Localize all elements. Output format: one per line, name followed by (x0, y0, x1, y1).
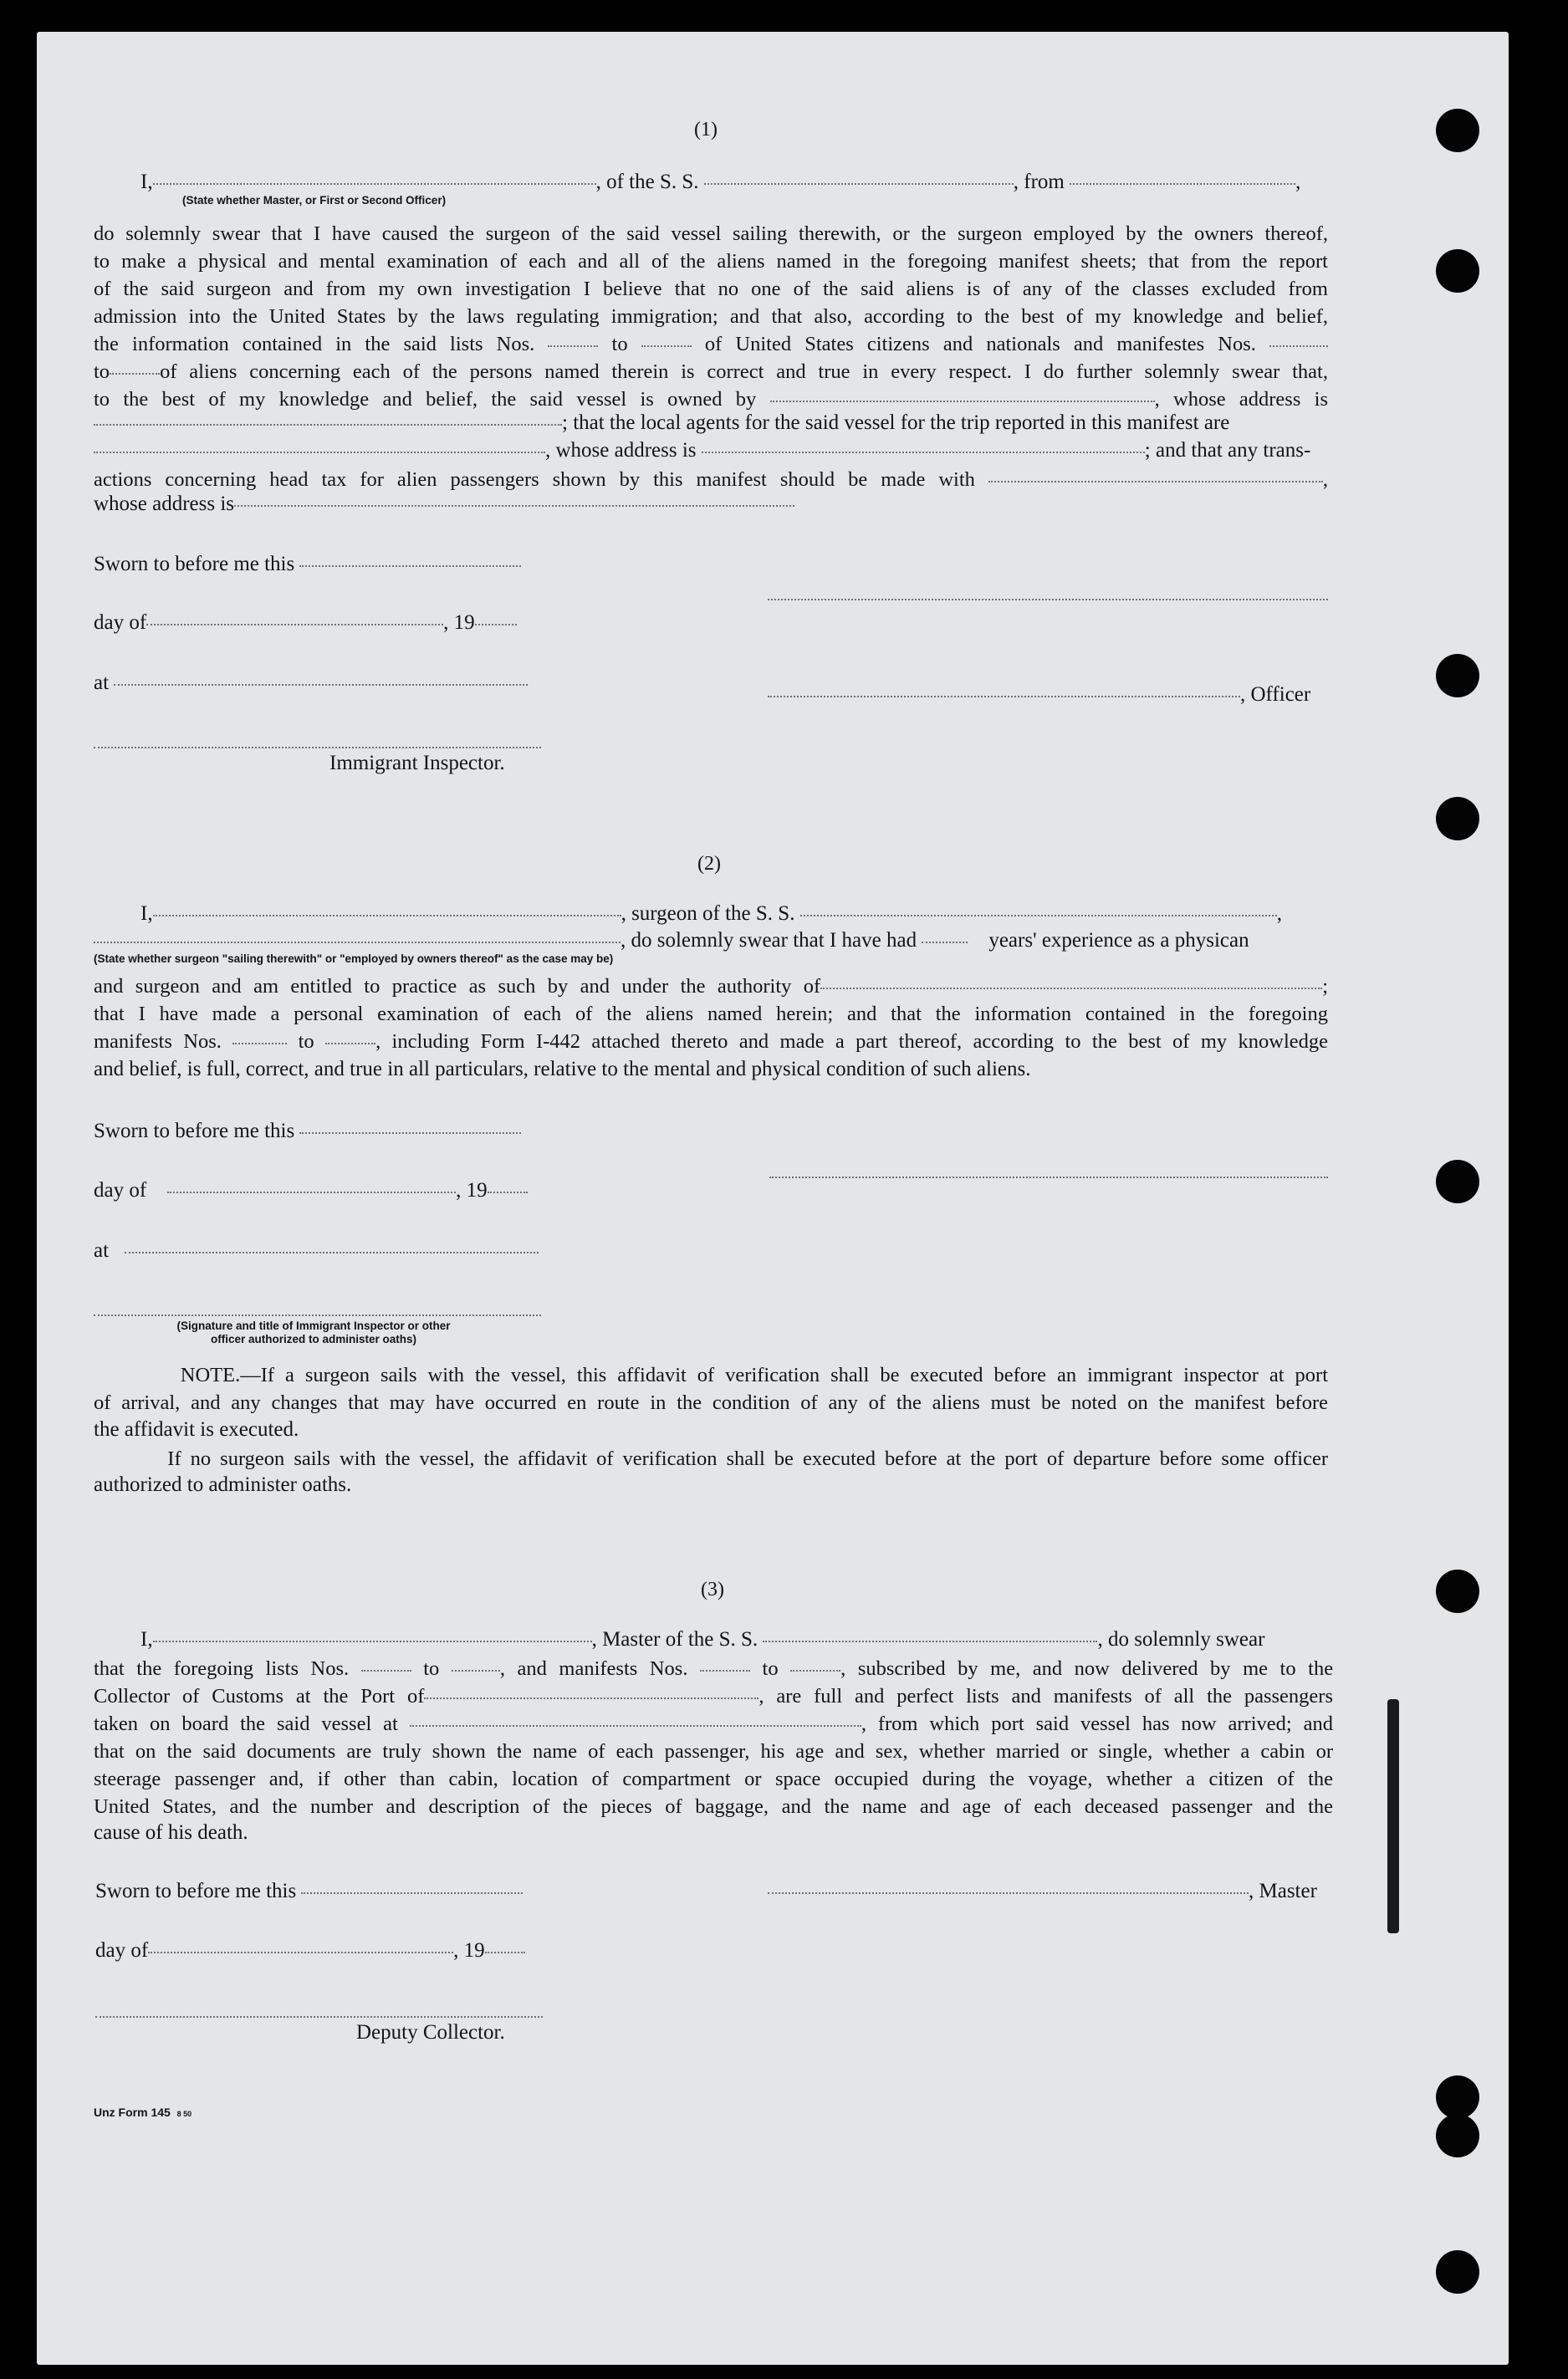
boarding-port-field[interactable] (410, 1725, 861, 1727)
binder-hole (1436, 654, 1479, 697)
section-3-body-line: cause of his death. (94, 1821, 248, 1844)
manifest-to-field[interactable] (110, 373, 160, 375)
oath-officer-caption: (Signature and title of Immigrant Inspector or other officer authorized to administer oaths) (176, 1320, 451, 1345)
experience-years-field[interactable] (922, 942, 968, 943)
place-field[interactable] (125, 1252, 539, 1253)
section-3-body-line: steerage passenger and, if other than cabin, location of compartment or space occupied during the voyage, whether a citizen of the (94, 1768, 1333, 1790)
section-1-owner-line: to the best of my knowledge and belief, the said vessel is owned by , whose address is (94, 388, 1329, 411)
citizen-list-to-field[interactable] (641, 345, 692, 347)
section-2-line-2: , do solemnly swear that I have had years' experience as a physican (94, 928, 1249, 953)
oath-officer-signature-line[interactable] (94, 1315, 541, 1316)
section-2-line-1: I, , surgeon of the S. S. , (140, 902, 1282, 925)
surgeon-manifest-to-field[interactable] (325, 1043, 375, 1044)
note-line: authorized to administer oaths. (94, 1473, 352, 1496)
section-1-head-tax-line: actions concerning head tax for alien passengers shown by this manifest should be made with , (94, 468, 1329, 491)
section-3-day-line: day of , 19 (95, 1938, 525, 1963)
binder-hole (1436, 1160, 1479, 1203)
section-3-lists-line: that the foregoing lists Nos. to , and manifests Nos. to , subscribed by me, and now delivered by me to the (94, 1657, 1334, 1680)
citizen-list-from-field[interactable] (548, 345, 598, 347)
section-1-body-line: of the said surgeon and from my own investigation I believe that no one of the said aliens is of any of the classes excluded from (94, 278, 1328, 300)
binder-hole (1436, 1570, 1479, 1613)
head-tax-contact-field[interactable] (988, 481, 1323, 482)
section-1-day-line: day of , 19 (94, 610, 517, 636)
binder-hole (1436, 2114, 1479, 2157)
inspector-signature-line[interactable] (94, 747, 541, 748)
agent-address-field[interactable] (702, 452, 1145, 453)
master-signature-line: , Master (768, 1879, 1317, 1904)
section-1-agents-line: ; that the local agents for the said vessel for the trip reported in this manifest are (94, 411, 1328, 436)
surgeon-signature-line[interactable] (769, 1177, 1328, 1178)
sworn-date-field[interactable] (299, 565, 521, 567)
section-3-sworn-line: Sworn to before me this (95, 1879, 523, 1904)
section-2-authority-line: and surgeon and am entitled to practice as such by and under the authority of ; (94, 975, 1328, 998)
note-line: If no surgeon sails with the vessel, the affidavit of verification shall be executed before at the port of departure before some officer (167, 1447, 1328, 1470)
binder-hole (1436, 109, 1479, 152)
section-1-sworn-line: Sworn to before me this (94, 552, 521, 577)
year-field[interactable] (485, 1952, 525, 1953)
binder-hole (1436, 2075, 1479, 2119)
surgeon-manifest-from-field[interactable] (232, 1043, 287, 1044)
form-number: Unz Form 145 8 50 (94, 2106, 192, 2119)
year-field[interactable] (488, 1192, 528, 1193)
sworn-date-field[interactable] (299, 1132, 521, 1134)
master-name-field[interactable] (153, 1641, 592, 1642)
note-line: the affidavit is executed. (94, 1418, 299, 1441)
master-manifest-from-field[interactable] (700, 1670, 750, 1672)
officer-rank-instruction: (State whether Master, or First or Second Officer) (182, 194, 447, 207)
collector-signature-line[interactable] (95, 2016, 543, 2018)
vessel-name-field[interactable] (704, 183, 1014, 185)
section-1-aliens-line: to of aliens concerning each of the persons named therein is correct and true in every respect. I do further solemnly swear that, (94, 360, 1328, 383)
section-2-day-line: day of , 19 (94, 1178, 528, 1203)
section-2-body-line: that I have made a personal examination of each of the aliens named herein; and that the information contained in the foregoing (94, 1003, 1328, 1025)
officer-signature-line: , Officer (768, 682, 1310, 707)
manifest-from-field[interactable] (1269, 345, 1328, 347)
officer-rank-field[interactable] (153, 183, 596, 185)
section-1-body-line: do solemnly swear that I have caused the surgeon of the said vessel sailing therewith, or the surgeon employed by the owners thereof, (94, 222, 1328, 245)
binding-tape (1387, 1699, 1399, 1933)
section-1-at-line: at (94, 671, 528, 696)
master-vessel-field[interactable] (763, 1641, 1097, 1642)
vessel-owner-field[interactable] (770, 401, 1155, 402)
section-2-sworn-line: Sworn to before me this (94, 1119, 521, 1144)
officer-signature-field[interactable] (768, 696, 1240, 697)
place-field[interactable] (114, 684, 528, 686)
section-1-body-line: to make a physical and mental examination of each and all of the aliens named in the foregoing manifest sheets; that from the report (94, 250, 1328, 273)
section-3-body-line: United States, and the number and description of the pieces of baggage, and the name and age of each deceased passenger and the (94, 1795, 1333, 1818)
section-1-agent-address-line: , whose address is ; and that any trans- (94, 438, 1310, 463)
section-2-manifests-line: manifests Nos. to , including Form I-442 attached thereto and made a part thereof, according to the best of my knowledge (94, 1030, 1329, 1053)
section-3-boarding-line: taken on board the said vessel at , from which port said vessel has now arrived; and (94, 1713, 1334, 1735)
owner-address-field[interactable] (94, 424, 562, 426)
section-1-body-line: admission into the United States by the laws regulating immigration; and that also, according to the best of my knowledge and belief, (94, 305, 1328, 328)
section-1-contact-address-line: whose address is (94, 492, 794, 517)
list-to-field[interactable] (452, 1670, 500, 1672)
month-field[interactable] (146, 624, 443, 625)
sworn-date-field[interactable] (301, 1892, 523, 1894)
binder-hole (1436, 249, 1479, 293)
month-field[interactable] (148, 1952, 453, 1953)
year-field[interactable] (475, 624, 517, 625)
section-1-lists-line: the information contained in the said lists Nos. to of United States citizens and nationals and manifestes Nos. (94, 330, 1328, 358)
month-field[interactable] (167, 1192, 456, 1193)
list-from-field[interactable] (361, 1670, 411, 1672)
section-3-body-line: that on the said documents are truly shown the name of each passenger, his age and sex, whether married or single, whether a cabin or (94, 1740, 1333, 1763)
contact-address-field[interactable] (234, 505, 794, 507)
master-manifest-to-field[interactable] (790, 1670, 840, 1672)
section-1-line-1: I, , of the S. S. , from , (140, 171, 1301, 193)
section-2-at-line: at (94, 1238, 539, 1264)
officer-signature-line-1[interactable] (768, 599, 1328, 600)
section-3-line-1: I, , Master of the S. S. , do solemnly swear (140, 1628, 1265, 1651)
note-line: NOTE.—If a surgeon sails with the vessel, this affidavit of verification shall be executed before an immigrant inspector at port (180, 1364, 1329, 1386)
departure-port-field[interactable] (1070, 183, 1295, 185)
port-of-entry-field[interactable] (424, 1697, 758, 1699)
surgeon-vessel-field[interactable] (800, 915, 1277, 916)
immigrant-inspector-caption: Immigrant Inspector. (329, 752, 505, 774)
section-2-number: (2) (697, 853, 721, 875)
section-1-number: (1) (694, 119, 718, 140)
section-2-body-line: and belief, is full, correct, and true in all particulars, relative to the mental and physical condition of such aliens. (94, 1058, 1031, 1080)
master-signature-field[interactable] (768, 1892, 1249, 1894)
deputy-collector-caption: Deputy Collector. (356, 2021, 505, 2044)
surgeon-type-instruction: (State whether surgeon "sailing therewith" or "employed by owners thereof" as the case may be) (94, 952, 614, 965)
authority-field[interactable] (820, 988, 1322, 989)
local-agents-field[interactable] (94, 452, 545, 453)
section-3-port-line: Collector of Customs at the Port of , are full and perfect lists and manifests of all the passengers (94, 1685, 1334, 1708)
section-3-number: (3) (701, 1579, 724, 1600)
surgeon-type-field[interactable] (94, 942, 621, 943)
binder-hole (1436, 2250, 1479, 2294)
note-line: of arrival, and any changes that may have occurred en route in the condition of any of the aliens must be noted on the manifest before (94, 1391, 1328, 1414)
binder-hole (1436, 797, 1479, 840)
surgeon-name-field[interactable] (153, 915, 621, 916)
